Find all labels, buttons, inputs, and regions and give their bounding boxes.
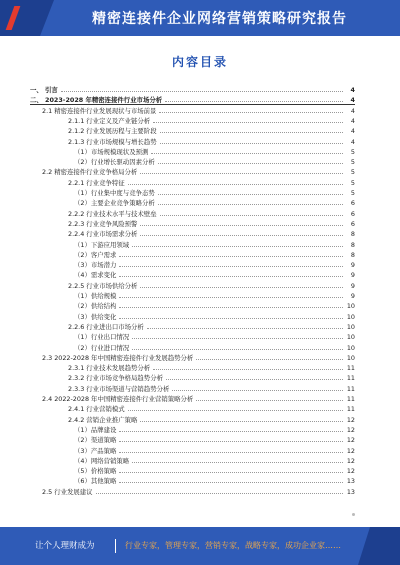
toc-dot-leader xyxy=(140,224,343,226)
toc-entry-title: 2.5 行业发展建议 xyxy=(42,487,93,496)
toc-entry-title: 2.4.2 营销企业推广策略 xyxy=(68,415,138,424)
footer-divider xyxy=(115,539,116,553)
toc-entry-title: （2）行业增长驱动因素分析 xyxy=(74,158,155,167)
toc-entry[interactable] xyxy=(74,300,355,310)
toc-dot-leader xyxy=(61,90,343,92)
toc-entry-page: 13 xyxy=(346,487,355,496)
toc-entry-page: 5 xyxy=(350,178,355,187)
report-title: 精密连接件企业网络营销策略研究报告 xyxy=(92,11,347,27)
toc-dot-leader xyxy=(153,368,343,370)
toc-entry-page: 11 xyxy=(346,364,355,373)
footer-slogan: 行业专家，管理专家，营销专家，战略专家，成功企业家…… xyxy=(125,541,341,550)
toc-entry-title: 2.2.4 行业市场需求分析 xyxy=(68,230,138,239)
toc-dot-leader xyxy=(158,203,343,205)
toc-dot-leader xyxy=(119,451,343,453)
toc-entry-title: （2）客户需求 xyxy=(74,250,117,259)
toc-entry[interactable] xyxy=(74,311,355,321)
toc-dot-leader xyxy=(119,317,343,319)
toc-entry[interactable] xyxy=(74,424,355,434)
toc-entry-page: 10 xyxy=(346,343,355,352)
toc-entry-page: 4 xyxy=(350,106,355,115)
toc-entry-title: （2）主要企业竞争策略分析 xyxy=(74,199,155,208)
toc-entry-page: 5 xyxy=(350,168,355,177)
toc-dot-leader xyxy=(140,234,343,236)
toc-entry-page: 12 xyxy=(346,467,355,476)
footer-tagline: 让个人理财成为 xyxy=(35,541,95,551)
toc-entry-page: 11 xyxy=(346,405,355,414)
toc-dot-leader xyxy=(119,430,343,432)
toc-dot-leader xyxy=(165,100,343,102)
toc-entry[interactable] xyxy=(42,486,355,496)
toc-entry[interactable] xyxy=(74,445,355,455)
toc-entry[interactable] xyxy=(74,197,355,207)
toc-entry[interactable] xyxy=(42,105,355,115)
toc-entry-title: 2.2.3 行业竞争风险预警 xyxy=(68,219,138,228)
toc-entry[interactable] xyxy=(74,239,355,249)
toc-entry[interactable] xyxy=(68,280,355,290)
toc-entry-title: 2.1.3 行业市场规模与增长趋势 xyxy=(68,137,157,146)
toc-entry-page: 12 xyxy=(346,456,355,465)
toc-entry-page: 10 xyxy=(346,312,355,321)
toc-entry-page: 4 xyxy=(350,116,355,125)
toc-entry-page: 8 xyxy=(350,250,355,259)
toc-entry-title: 2.3.3 行业市场渠道与营销趋势分析 xyxy=(68,384,170,393)
toc-entry-title: 2.3 2022-2028 年中国精密连接件行业发展趋势分析 xyxy=(42,353,194,362)
toc-entry-title: （2）供给结构 xyxy=(74,302,117,311)
toc-entry-page: 4 xyxy=(350,86,355,94)
toc-dot-leader xyxy=(119,440,343,442)
toc-entry-page: 12 xyxy=(346,425,355,434)
toc-entry-title: （1）下游应用领域 xyxy=(74,240,130,249)
toc-entry[interactable] xyxy=(74,434,355,444)
toc-entry[interactable] xyxy=(68,372,355,382)
toc-entry-title: （4）需求变化 xyxy=(74,271,117,280)
toc-entry-page: 8 xyxy=(350,240,355,249)
toc-entry[interactable] xyxy=(74,290,355,300)
toc-entry-page: 5 xyxy=(350,189,355,197)
toc-dot-leader xyxy=(160,214,343,216)
toc-entry-title: （1）品牌建设 xyxy=(74,425,117,434)
toc-dot-leader xyxy=(172,389,343,391)
toc-entry-page: 9 xyxy=(350,271,355,280)
toc-entry-title: （1）市场规模现状及预测 xyxy=(74,147,149,156)
toc-entry-title: （6）其他策略 xyxy=(74,477,117,486)
toc-dot-leader xyxy=(140,172,343,174)
toc-dot-leader xyxy=(132,337,343,339)
toc-dot-leader xyxy=(119,265,343,267)
toc-dot-leader xyxy=(128,409,343,411)
toc-entry-page: 13 xyxy=(346,477,355,486)
toc-entry-title: 2.2.2 行业技术水平与技术壁垒 xyxy=(68,209,157,218)
toc-entry[interactable] xyxy=(68,115,355,125)
toc-entry-page: 5 xyxy=(350,158,355,167)
toc-entry-page: 9 xyxy=(350,292,355,300)
toc-entry-page: 12 xyxy=(346,415,355,424)
toc-entry-page: 12 xyxy=(346,446,355,455)
page-footer xyxy=(0,527,400,565)
toc-dot-leader xyxy=(128,183,343,185)
toc-entry[interactable] xyxy=(68,383,355,393)
toc-entry-page: 4 xyxy=(350,127,355,136)
toc-dot-leader xyxy=(196,358,343,360)
toc-entry-title: 2.2.1 行业竞争特征 xyxy=(68,178,125,187)
toc-dot-leader xyxy=(151,152,343,154)
toc-entry[interactable] xyxy=(68,125,355,135)
table-of-contents xyxy=(30,84,355,504)
toc-entry-title: （2）行业进口情况 xyxy=(74,343,130,352)
toc-dot-leader xyxy=(119,306,343,308)
toc-entry-title: （3）市场潜力 xyxy=(74,261,117,270)
toc-entry-title: （5）价格策略 xyxy=(74,467,117,476)
toc-entry[interactable] xyxy=(30,84,355,94)
toc-entry[interactable] xyxy=(74,249,355,259)
toc-dot-leader xyxy=(160,131,343,133)
toc-dot-leader xyxy=(96,492,343,494)
toc-dot-leader xyxy=(132,245,343,247)
toc-entry[interactable] xyxy=(42,166,355,176)
toc-entry-page: 6 xyxy=(350,219,355,228)
toc-entry-page: 11 xyxy=(346,395,355,403)
toc-entry[interactable] xyxy=(74,187,355,197)
toc-entry-title: 2.1 精密连接件行业发展现状与市场前景 xyxy=(42,106,157,115)
toc-dot-leader xyxy=(132,461,343,463)
toc-entry-page: 10 xyxy=(346,302,355,311)
toc-entry-page: 9 xyxy=(350,261,355,270)
toc-entry-page: 4 xyxy=(350,96,355,105)
toc-entry-title: 二、 2023-2028 年精密连接件行业市场分析 xyxy=(30,96,163,105)
toc-entry-page: 11 xyxy=(346,374,355,383)
toc-entry[interactable] xyxy=(68,321,355,331)
toc-dot-leader xyxy=(119,471,343,473)
toc-heading: 内容目录 xyxy=(171,55,228,69)
toc-entry[interactable] xyxy=(68,362,355,372)
toc-entry[interactable] xyxy=(68,177,355,187)
toc-entry-page: 12 xyxy=(346,436,355,445)
toc-entry-page: 11 xyxy=(346,384,355,393)
toc-entry-title: 2.3.2 行业市场竞争格局趋势分析 xyxy=(68,374,163,383)
toc-entry-title: （1）行业集中度与竞争态势 xyxy=(74,189,155,197)
page-marker xyxy=(352,513,355,516)
toc-dot-leader xyxy=(166,378,343,380)
toc-entry[interactable] xyxy=(74,156,355,166)
toc-dot-leader xyxy=(140,286,343,288)
toc-entry[interactable] xyxy=(74,455,355,465)
toc-dot-leader xyxy=(119,481,343,483)
toc-entry[interactable] xyxy=(74,465,355,475)
toc-entry[interactable] xyxy=(68,136,355,146)
toc-entry[interactable] xyxy=(74,259,355,269)
toc-dot-leader xyxy=(159,111,343,113)
toc-dot-leader xyxy=(119,275,343,277)
toc-entry-title: （2）渠道策略 xyxy=(74,436,117,445)
toc-entry-page: 10 xyxy=(346,322,355,331)
toc-entry-title: 2.2.6 行业进出口市场分析 xyxy=(68,322,144,331)
toc-entry-title: 2.1.1 行业定义及产业链分析 xyxy=(68,116,151,125)
toc-entry-title: （1）行业出口情况 xyxy=(74,333,130,342)
toc-entry-title: （4）网络营销策略 xyxy=(74,456,130,465)
toc-entry[interactable] xyxy=(68,414,355,424)
toc-entry[interactable] xyxy=(74,269,355,279)
toc-entry-page: 10 xyxy=(346,353,355,362)
page-header xyxy=(0,0,400,36)
toc-entry-page: 8 xyxy=(350,230,355,239)
toc-dot-leader xyxy=(158,162,343,164)
toc-entry-page: 6 xyxy=(350,209,355,218)
toc-entry-page: 4 xyxy=(350,137,355,146)
toc-entry[interactable] xyxy=(68,218,355,228)
toc-entry[interactable] xyxy=(68,228,355,238)
toc-entry-title: 一、 引言 xyxy=(30,86,58,94)
toc-entry[interactable] xyxy=(42,352,355,362)
toc-entry-page: 10 xyxy=(346,333,355,342)
toc-entry-page: 6 xyxy=(350,199,355,208)
toc-entry-title: （3）供给变化 xyxy=(74,312,117,321)
toc-dot-leader xyxy=(160,142,343,144)
toc-entry-title: （1）供给规模 xyxy=(74,292,117,300)
toc-dot-leader xyxy=(119,296,343,298)
toc-dot-leader xyxy=(132,348,343,350)
toc-dot-leader xyxy=(158,193,343,195)
toc-dot-leader xyxy=(147,327,343,329)
toc-entry-title: 2.4.1 行业营销模式 xyxy=(68,405,125,414)
toc-dot-leader xyxy=(140,420,343,422)
toc-entry[interactable] xyxy=(42,393,355,403)
toc-entry-page: 5 xyxy=(350,147,355,156)
toc-entry-title: 2.2 精密连接件行业竞争格局分析 xyxy=(42,168,138,177)
toc-dot-leader xyxy=(153,121,343,123)
toc-entry-title: 2.1.2 行业发展历程与主要阶段 xyxy=(68,127,157,136)
toc-dot-leader xyxy=(119,255,343,257)
toc-entry[interactable] xyxy=(68,208,355,218)
footer-decoration xyxy=(370,527,400,565)
toc-entry-page: 9 xyxy=(350,281,355,290)
toc-entry[interactable] xyxy=(74,331,355,341)
toc-entry[interactable] xyxy=(74,146,355,156)
toc-entry-title: 2.2.5 行业市场供给分析 xyxy=(68,281,138,290)
toc-entry[interactable] xyxy=(74,475,355,485)
toc-entry-title: （3）产品策略 xyxy=(74,446,117,455)
toc-entry-title: 2.4 2022-2028 年中国精密连接件行业营销策略分析 xyxy=(42,395,194,403)
toc-dot-leader xyxy=(196,399,343,401)
toc-entry[interactable] xyxy=(68,403,355,413)
toc-entry[interactable] xyxy=(74,342,355,352)
toc-entry-title: 2.3.1 行业技术发展趋势分析 xyxy=(68,364,151,373)
